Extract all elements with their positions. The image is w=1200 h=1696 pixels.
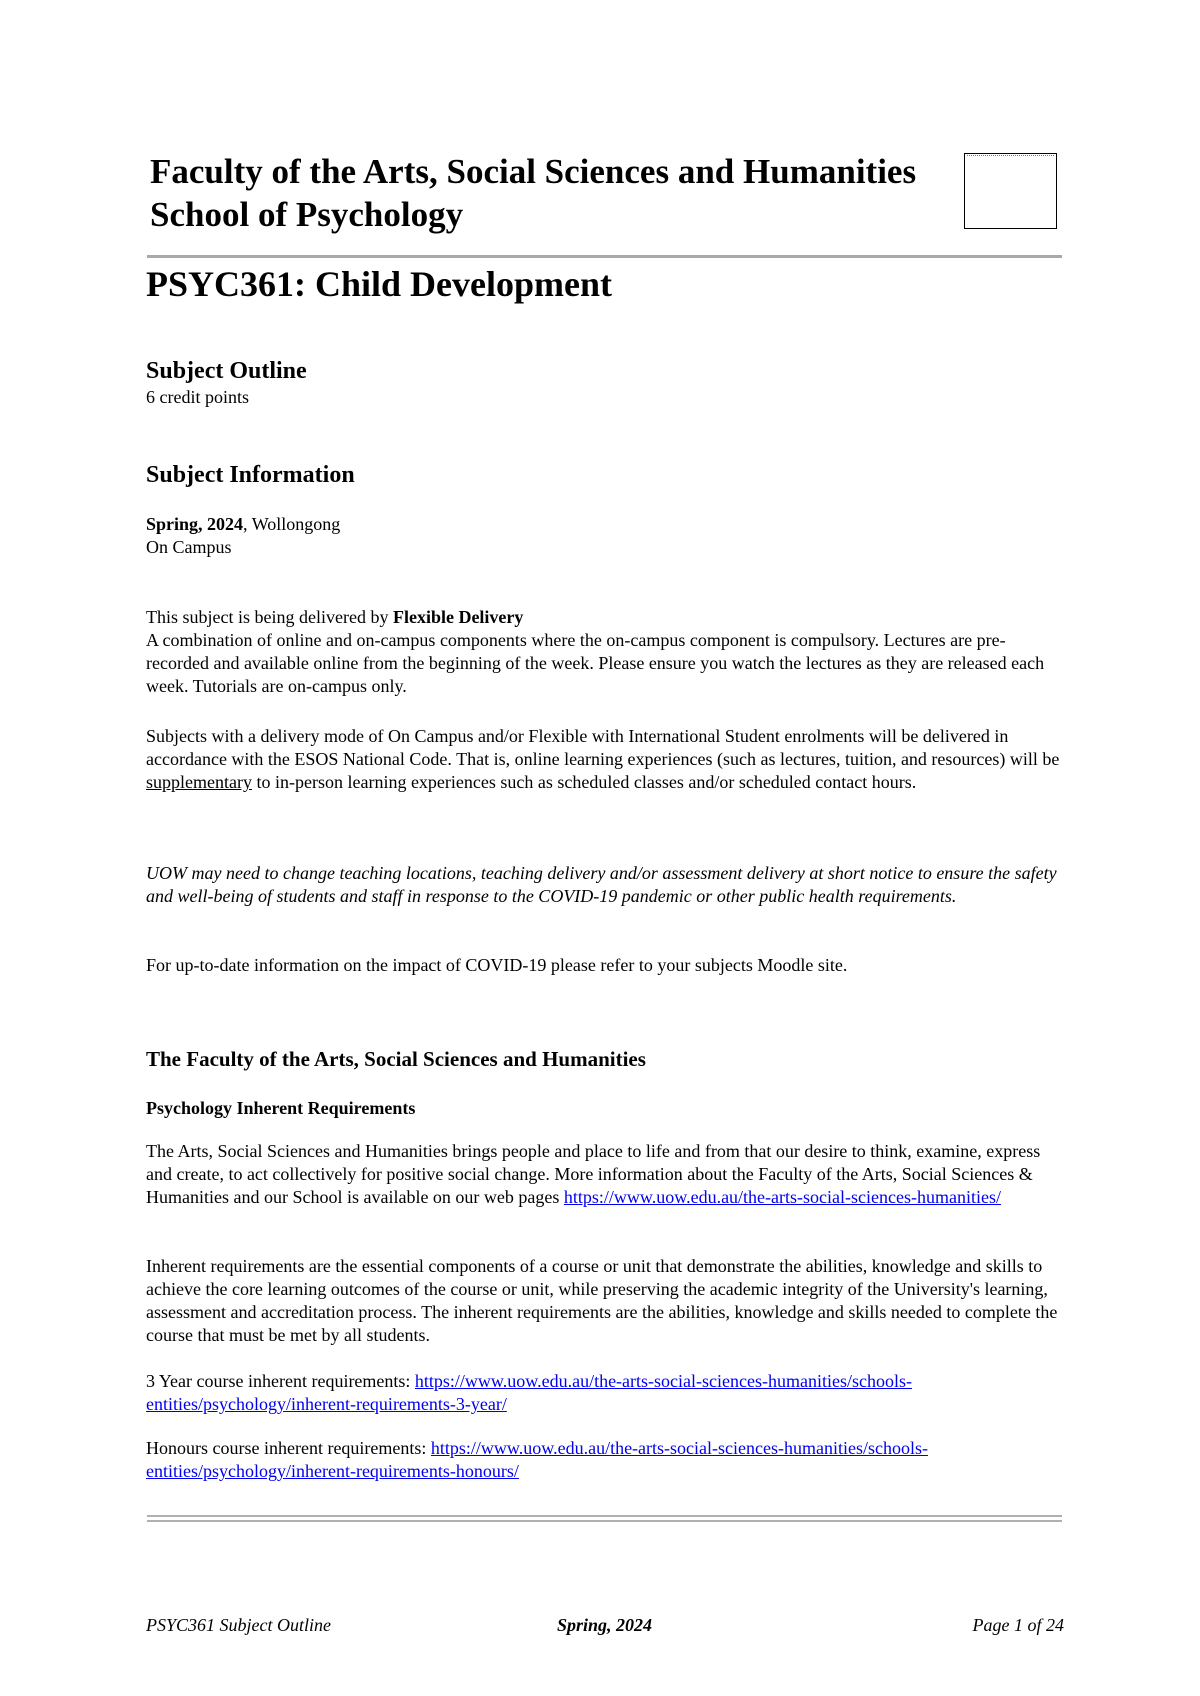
school-name: School of Psychology bbox=[150, 195, 464, 234]
esos-supplementary: supplementary bbox=[146, 772, 252, 792]
honours-requirements bbox=[146, 1437, 1066, 1483]
faculty-web-link[interactable]: https://www.uow.edu.au/the-arts-social-sciences-humanities/ bbox=[563, 1187, 1001, 1207]
covid-notice: UOW may need to change teaching locations, teaching delivery and/or assessment delivery at short notice to ensure the safety and well-being of students and staff in response to the COVID-19 pandemic or other public health requirements. bbox=[146, 863, 1057, 906]
faculty-section-heading: The Faculty of the Arts, Social Sciences and Humanities bbox=[146, 1047, 646, 1071]
three-year-label: 3 Year course inherent requirements: bbox=[146, 1371, 415, 1391]
subject-information-heading: Subject Information bbox=[146, 462, 355, 488]
honours-label: Honours course inherent requirements: bbox=[146, 1438, 431, 1458]
esos-text-1: Subjects with a delivery mode of On Campus and/or Flexible with International Student enrolments will be delivered in accordance with the ESOS National Code. That is, online learning experiences (such as lectures, tuition, and resources) will be bbox=[146, 726, 1060, 769]
subject-outline-heading: Subject Outline bbox=[146, 358, 307, 384]
footer-session: Spring, 2024 bbox=[557, 1615, 653, 1635]
delivery-intro-text: This subject is being delivered by bbox=[146, 607, 393, 627]
footer-subject: PSYC361 Subject Outline bbox=[146, 1615, 331, 1635]
covid-info: For up-to-date information on the impact of COVID-19 please refer to your subjects Moodle site. bbox=[146, 955, 848, 975]
page-header bbox=[150, 150, 916, 236]
three-year-link[interactable]: https://www.uow.edu.au/the-arts-social-sciences-humanities/schools-entities/psychology/inherent-requirements-3-year/ bbox=[146, 1371, 912, 1414]
delivery-mode: On Campus bbox=[146, 537, 232, 557]
inherent-definition: Inherent requirements are the essential components of a course or unit that demonstrate the abilities, knowledge and skills to achieve the core learning outcomes of the course or unit, while preserving the academic integrity of the University's learning, assessment and accreditation process. The inherent requirements are the abilities, knowledge and skills needed to complete the course that must be met by all students. bbox=[146, 1256, 1058, 1345]
honours-link[interactable]: https://www.uow.edu.au/the-arts-social-sciences-humanities/schools-entities/psychology/inherent-requirements-honours/ bbox=[146, 1438, 928, 1481]
logo-alt-text bbox=[967, 155, 1054, 159]
subject-title: PSYC361: Child Development bbox=[146, 264, 612, 304]
faculty-paragraph bbox=[146, 1140, 1066, 1209]
footer-page-number: Page 1 of 24 bbox=[972, 1615, 1064, 1635]
faculty-name: Faculty of the Arts, Social Sciences and Humanities bbox=[150, 152, 917, 191]
delivery-mode-bold: Flexible Delivery bbox=[392, 607, 524, 627]
esos-text-2: to in-person learning experiences such as scheduled classes and/or scheduled contact hours. bbox=[251, 772, 917, 792]
esos-paragraph bbox=[146, 725, 1066, 794]
faculty-paragraph-text: The Arts, Social Sciences and Humanities brings people and place to life and from that our desire to think, examine, express and create, to act collectively for positive social change. More information about the Faculty of the Arts, Social Sciences & Humanities and our School is available on our web pages bbox=[146, 1141, 1041, 1207]
delivery-intro bbox=[146, 606, 1066, 629]
credit-points: 6 credit points bbox=[146, 387, 249, 407]
footer-divider bbox=[147, 1515, 1062, 1522]
session: Spring, 2024 bbox=[146, 514, 244, 534]
inherent-requirements-heading: Psychology Inherent Requirements bbox=[146, 1098, 416, 1118]
delivery-description: A combination of online and on-campus components where the on-campus component is compulsory. Lectures are pre-recorded and available online from the beginning of the week. Please ensure you watch the lectures as they are released each week. Tutorials are on-campus only. bbox=[146, 630, 1045, 696]
campus: , Wollongong bbox=[243, 514, 341, 534]
session-line bbox=[146, 513, 1066, 536]
university-logo-placeholder-icon bbox=[964, 153, 1057, 229]
header-divider bbox=[147, 255, 1062, 258]
three-year-requirements bbox=[146, 1370, 1066, 1416]
